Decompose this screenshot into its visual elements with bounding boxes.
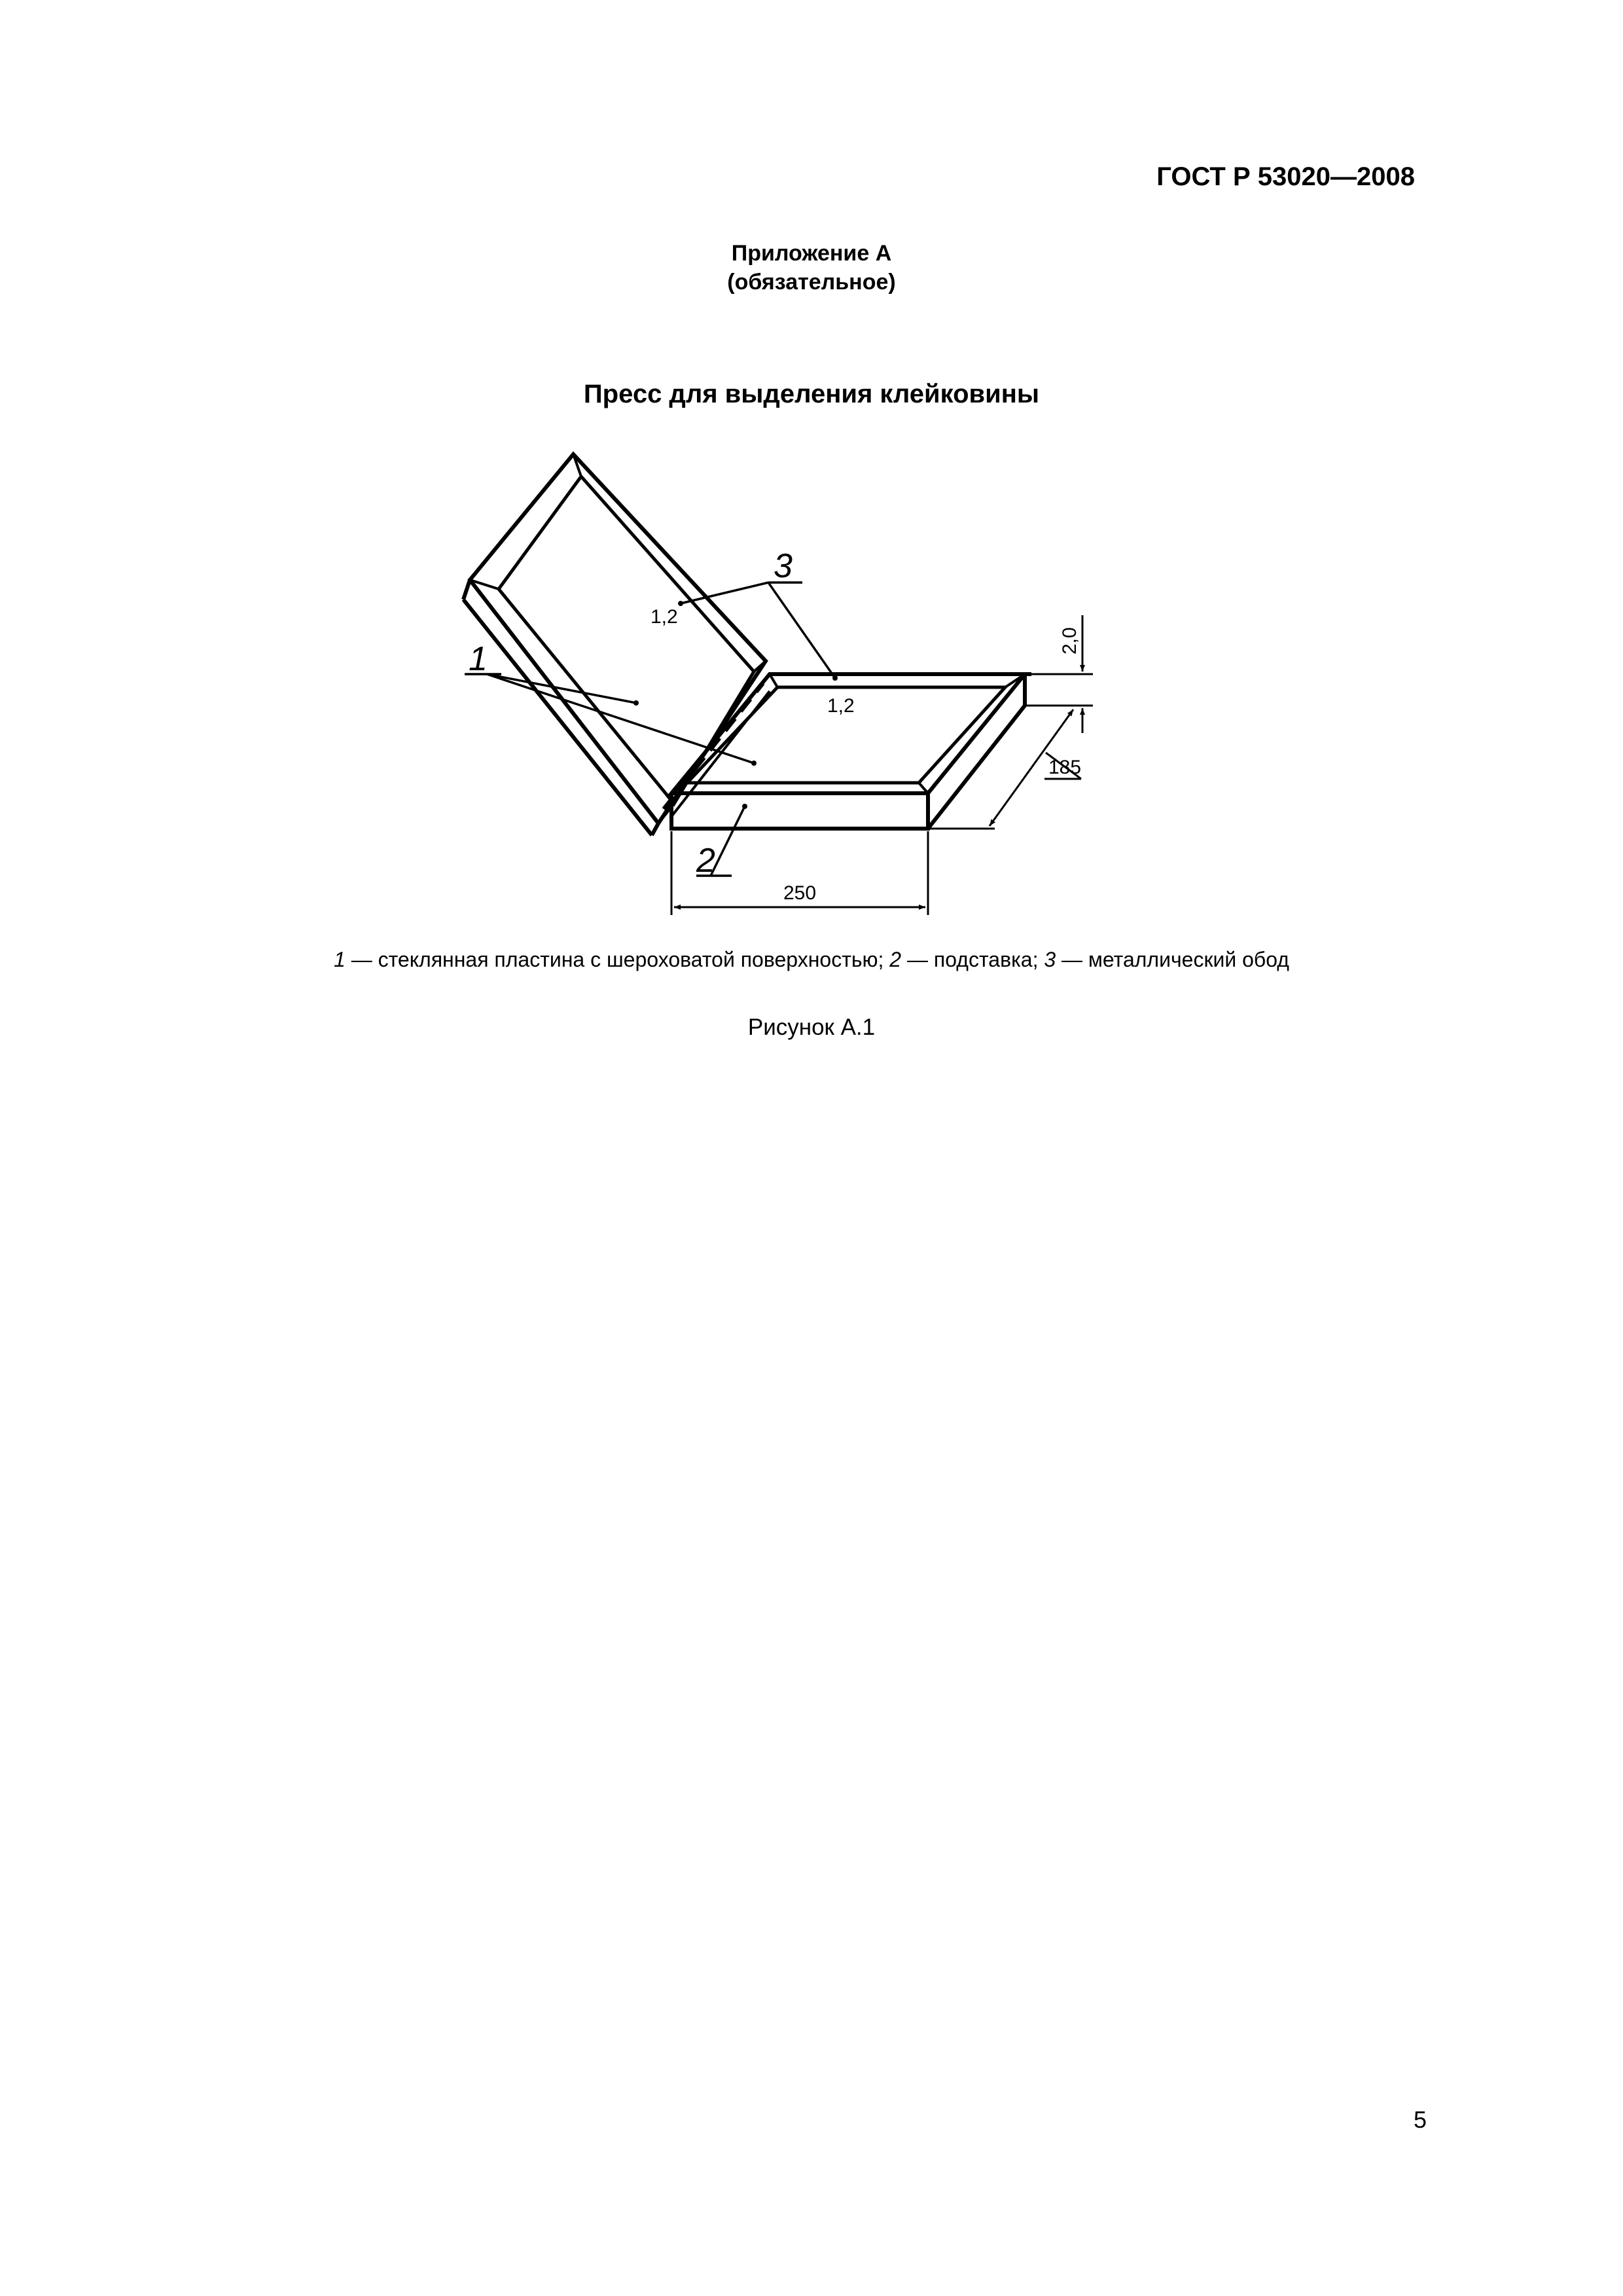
legend-num-2: 2 xyxy=(889,948,902,971)
legend-num-1: 1 xyxy=(334,948,346,971)
standard-number: ГОСТ Р 53020—2008 xyxy=(1156,162,1415,191)
callout-2: 2 xyxy=(696,842,715,880)
appendix-title: Приложение А xyxy=(731,241,892,266)
appendix-status: (обязательное) xyxy=(727,270,896,295)
legend-text-3: — металлический обод xyxy=(1056,948,1289,971)
figure-heading: Пресс для выделения клейковины xyxy=(583,380,1040,408)
figure-legend xyxy=(0,948,1623,972)
dim-rim-lid: 1,2 xyxy=(651,606,678,628)
legend-text-2: — подставка; xyxy=(901,948,1044,971)
lid-plate xyxy=(463,454,766,835)
figure-caption: Рисунок А.1 xyxy=(747,1014,876,1040)
dim-depth: 185 xyxy=(1048,757,1082,778)
dim-rim-base: 1,2 xyxy=(827,695,855,717)
legend-num-3: 3 xyxy=(1044,948,1056,971)
dimension-lines xyxy=(671,615,1093,915)
legend-text-1: — стеклянная пластина с шероховатой поверхностью; xyxy=(345,948,890,971)
dim-height: 2,0 xyxy=(1059,627,1080,655)
dim-width: 250 xyxy=(783,882,817,904)
callout-3: 3 xyxy=(774,547,793,585)
page-number: 5 xyxy=(1414,2106,1427,2133)
callout-1: 1 xyxy=(469,640,488,678)
